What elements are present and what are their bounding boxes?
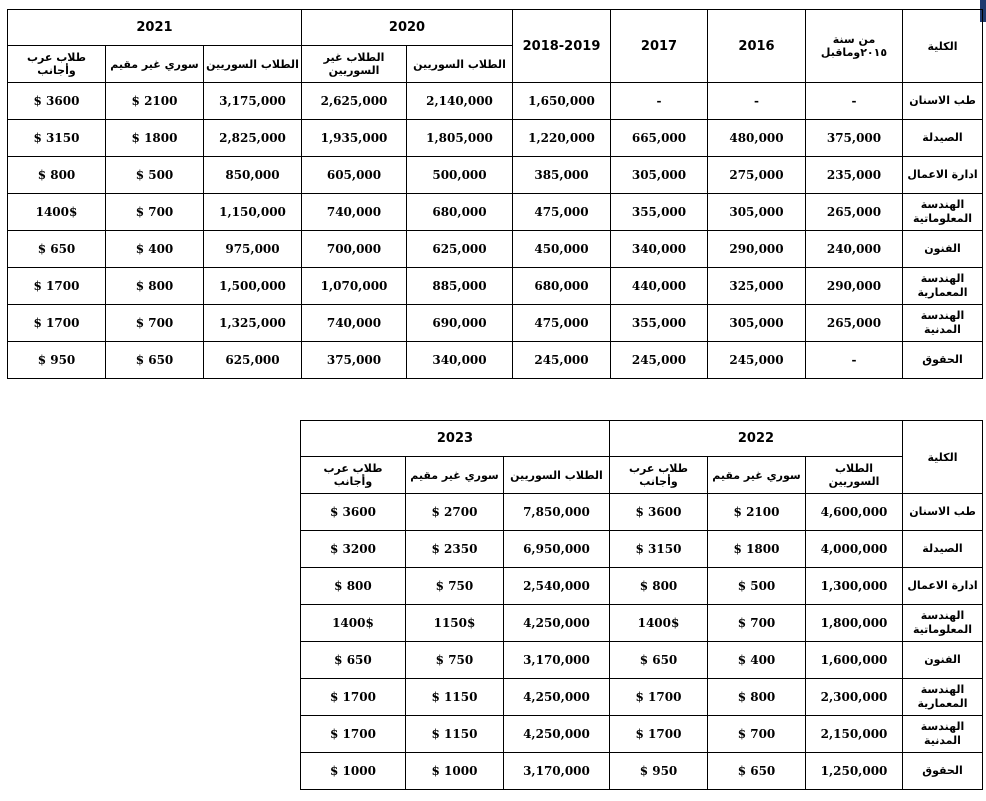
faculty-cell: الفنون [903,231,983,268]
value-cell: 750 $ [405,642,503,679]
value-cell: 1700 $ [609,716,707,753]
value-cell: 235,000 [806,157,903,194]
value-cell: 750 $ [405,568,503,605]
value-cell: 3150 $ [7,120,105,157]
value-cell: 2,625,000 [302,83,407,120]
value-cell: 3,170,000 [503,642,609,679]
value-cell: 1700 $ [7,305,105,342]
faculty-cell: ادارة الاعمال [903,157,983,194]
value-cell: 2,540,000 [503,568,609,605]
subheader-2023-syrian: الطلاب السوريين [503,457,609,494]
subheader-2023-arab-foreign: طلاب عرب وأجانب [300,457,405,494]
value-cell: 2350 $ [405,531,503,568]
value-cell: 340,000 [611,231,708,268]
faculty-cell: طب الاسنان [903,494,983,531]
value-cell: 475,000 [513,194,611,231]
fees-table-2022-2023 [300,420,983,790]
value-cell: 305,000 [611,157,708,194]
faculty-cell: الهندسة المدنية [903,305,983,342]
value-cell: 800 $ [7,157,105,194]
subheader-2021-arab-foreign: طلاب عرب وأجانب [7,46,105,83]
value-cell: 400 $ [106,231,204,268]
value-cell: 1,650,000 [513,83,611,120]
value-cell: 325,000 [708,268,806,305]
value-cell: - [708,83,806,120]
value-cell: 885,000 [407,268,513,305]
value-cell: 2100 $ [708,494,806,531]
value-cell: 650 $ [300,642,405,679]
value-cell: 1,070,000 [302,268,407,305]
value-cell: 305,000 [708,305,806,342]
value-cell: 2700 $ [405,494,503,531]
value-cell: 1150$ [405,605,503,642]
value-cell: 500 $ [106,157,204,194]
value-cell: 290,000 [708,231,806,268]
value-cell: 1000 $ [405,753,503,790]
value-cell: 400 $ [708,642,806,679]
header-faculty: الكلية [903,421,983,494]
value-cell: 1800 $ [106,120,204,157]
value-cell: 355,000 [611,305,708,342]
value-cell: 1700 $ [609,679,707,716]
value-cell: 850,000 [204,157,302,194]
value-cell: 3600 $ [609,494,707,531]
value-cell: 1700 $ [7,268,105,305]
value-cell: 385,000 [513,157,611,194]
value-cell: 4,000,000 [806,531,903,568]
value-cell: 500,000 [407,157,513,194]
value-cell: 665,000 [611,120,708,157]
table-row [7,194,982,231]
value-cell: 2,140,000 [407,83,513,120]
table-row [7,120,982,157]
value-cell: 1400$ [609,605,707,642]
header-2023: 2023 [300,421,609,457]
value-cell: 740,000 [302,194,407,231]
faculty-cell: الهندسة المعمارية [903,268,983,305]
value-cell: 700 $ [106,194,204,231]
value-cell: 800 $ [609,568,707,605]
value-cell: 690,000 [407,305,513,342]
value-cell: 1,220,000 [513,120,611,157]
table-row [300,494,982,531]
faculty-cell: الحقوق [903,342,983,379]
value-cell: 1,600,000 [806,642,903,679]
value-cell: 1,935,000 [302,120,407,157]
value-cell: 305,000 [708,194,806,231]
value-cell: 1,800,000 [806,605,903,642]
table-row [7,231,982,268]
value-cell: 290,000 [806,268,903,305]
value-cell: 680,000 [407,194,513,231]
value-cell: 625,000 [204,342,302,379]
subheader-2022-arab-foreign: طلاب عرب وأجانب [609,457,707,494]
value-cell: 440,000 [611,268,708,305]
value-cell: 475,000 [513,305,611,342]
fees-table-2015-2021 [7,9,983,379]
value-cell: 1,150,000 [204,194,302,231]
faculty-cell: الهندسة المدنية [903,716,983,753]
table-row [7,83,982,120]
value-cell: 375,000 [806,120,903,157]
value-cell: 500 $ [708,568,806,605]
value-cell: 480,000 [708,120,806,157]
value-cell: 650 $ [708,753,806,790]
value-cell: 700,000 [302,231,407,268]
value-cell: 3,170,000 [503,753,609,790]
faculty-cell: طب الاسنان [903,83,983,120]
table-row [300,531,982,568]
table-row [300,642,982,679]
header-2021: 2021 [7,10,301,46]
value-cell: 1400$ [7,194,105,231]
value-cell: - [806,83,903,120]
faculty-cell: الصيدلة [903,531,983,568]
value-cell: 245,000 [708,342,806,379]
faculty-cell: الهندسة المعمارية [903,679,983,716]
value-cell: 4,250,000 [503,679,609,716]
value-cell: 1,805,000 [407,120,513,157]
value-cell: 1150 $ [405,716,503,753]
value-cell: 740,000 [302,305,407,342]
value-cell: 265,000 [806,194,903,231]
value-cell: 1800 $ [708,531,806,568]
header-2016: 2016 [708,10,806,83]
header-before-2015: من سنة ٢٠١٥وماقبل [806,10,903,83]
faculty-cell: الهندسة المعلوماتية [903,194,983,231]
faculty-cell: ادارة الاعمال [903,568,983,605]
table-row [300,679,982,716]
value-cell: 245,000 [611,342,708,379]
value-cell: 7,850,000 [503,494,609,531]
value-cell: 800 $ [106,268,204,305]
value-cell: 4,250,000 [503,716,609,753]
faculty-cell: الهندسة المعلوماتية [903,605,983,642]
value-cell: 2,300,000 [806,679,903,716]
value-cell: 1700 $ [300,679,405,716]
faculty-cell: الصيدلة [903,120,983,157]
value-cell: 4,250,000 [503,605,609,642]
value-cell: 2,825,000 [204,120,302,157]
header-faculty: الكلية [903,10,983,83]
table-row [7,305,982,342]
value-cell: 245,000 [513,342,611,379]
value-cell: 800 $ [708,679,806,716]
subheader-2023-nonresident: سوري غير مقيم [405,457,503,494]
value-cell: 950 $ [7,342,105,379]
value-cell: 3150 $ [609,531,707,568]
table-row [300,605,982,642]
value-cell: - [806,342,903,379]
value-cell: 680,000 [513,268,611,305]
value-cell: 800 $ [300,568,405,605]
value-cell: 1,300,000 [806,568,903,605]
value-cell: 1000 $ [300,753,405,790]
value-cell: 450,000 [513,231,611,268]
value-cell: 240,000 [806,231,903,268]
faculty-cell: الفنون [903,642,983,679]
value-cell: 700 $ [708,716,806,753]
header-2022: 2022 [609,421,902,457]
value-cell: 340,000 [407,342,513,379]
value-cell: 1,500,000 [204,268,302,305]
value-cell: 2,150,000 [806,716,903,753]
value-cell: 355,000 [611,194,708,231]
value-cell: - [611,83,708,120]
value-cell: 1150 $ [405,679,503,716]
value-cell: 3,175,000 [204,83,302,120]
value-cell: 265,000 [806,305,903,342]
value-cell: 950 $ [609,753,707,790]
value-cell: 700 $ [708,605,806,642]
value-cell: 375,000 [302,342,407,379]
table-row [300,753,982,790]
value-cell: 2100 $ [106,83,204,120]
value-cell: 1,250,000 [806,753,903,790]
subheader-2020-syrian: الطلاب السوريين [407,46,513,83]
value-cell: 4,600,000 [806,494,903,531]
faculty-cell: الحقوق [903,753,983,790]
value-cell: 1,325,000 [204,305,302,342]
value-cell: 1700 $ [300,716,405,753]
subheader-2020-non-syrian: الطلاب غير السوريين [302,46,407,83]
value-cell: 3200 $ [300,531,405,568]
value-cell: 650 $ [7,231,105,268]
value-cell: 3600 $ [7,83,105,120]
value-cell: 650 $ [609,642,707,679]
value-cell: 605,000 [302,157,407,194]
subheader-2021-nonresident: سوري غير مقيم [106,46,204,83]
table-row [7,268,982,305]
value-cell: 650 $ [106,342,204,379]
table-row [300,568,982,605]
subheader-2022-nonresident: سوري غير مقيم [708,457,806,494]
table-row [300,716,982,753]
subheader-2022-syrian: الطلاب السوريين [806,457,903,494]
header-2020: 2020 [302,10,513,46]
header-2017: 2017 [611,10,708,83]
subheader-2021-syrian: الطلاب السوريين [204,46,302,83]
header-2018-2019: 2018-2019 [513,10,611,83]
table-row [7,157,982,194]
value-cell: 6,950,000 [503,531,609,568]
value-cell: 700 $ [106,305,204,342]
value-cell: 3600 $ [300,494,405,531]
value-cell: 625,000 [407,231,513,268]
table-row [7,342,982,379]
value-cell: 1400$ [300,605,405,642]
value-cell: 275,000 [708,157,806,194]
value-cell: 975,000 [204,231,302,268]
